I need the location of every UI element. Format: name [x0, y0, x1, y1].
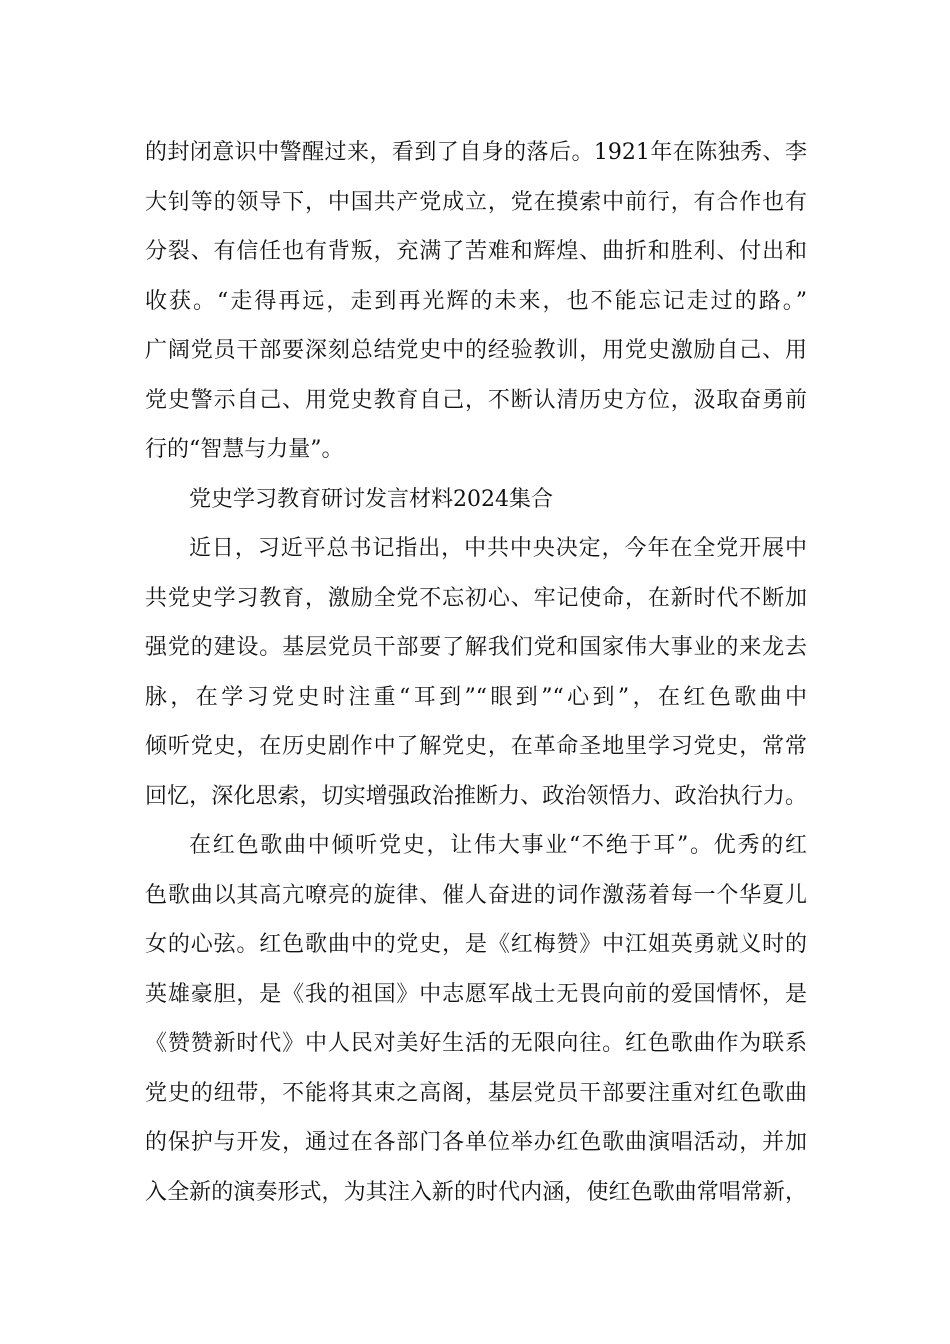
- text-line: 的封闭意识中警醒过来，看到了自身的落后。1921年在陈独秀、李: [145, 140, 807, 165]
- section-heading: 党史学习教育研讨发言材料2024集合: [189, 486, 553, 512]
- text-line: 《赞赞新时代》中人民对美好生活的无限向往。红色歌曲作为联系: [145, 1031, 807, 1056]
- document-body: [145, 128, 807, 1217]
- text-line: 强党的建设。基层党员干部要了解我们党和国家伟大事业的来龙去: [145, 635, 807, 660]
- text-line: 入全新的演奏形式，为其注入新的时代内涵，使红色歌曲常唱常新，: [145, 1179, 807, 1205]
- text-line: 的保护与开发，通过在各部门各单位举办红色歌曲演唱活动，并加: [145, 1130, 807, 1155]
- text-line: 分裂、有信任也有背叛，充满了苦难和辉煌、曲折和胜利、付出和: [145, 239, 807, 264]
- text-line: 收获。“走得再远，走到再光辉的未来，也不能忘记走过的路。”: [145, 288, 807, 314]
- text-line: 英雄豪胆，是《我的祖国》中志愿军战士无畏向前的爱国情怀，是: [145, 981, 807, 1007]
- text-line: 色歌曲以其高亢嘹亮的旋律、催人奋进的词作激荡着每一个华夏儿: [145, 882, 807, 908]
- text-line: 倾听党史，在历史剧作中了解党史，在革命圣地里学习党史，常常: [145, 734, 807, 759]
- text-line: 共党史学习教育，激励全党不忘初心、牢记使命，在新时代不断加: [145, 585, 807, 611]
- text-line: 大钊等的领导下，中国共产党成立，党在摸索中前行，有合作也有: [145, 189, 807, 215]
- text-line: 党史警示自己、用党史教育自己，不断认清历史方位，汲取奋勇前: [145, 387, 807, 413]
- text-line: 广阔党员干部要深刻总结党史中的经验教训，用党史激励自己、用: [145, 338, 807, 363]
- text-line: 行的“智慧与力量”。: [145, 437, 344, 462]
- text-line: 脉，在学习党史时注重“耳到”“眼到”“心到”，在红色歌曲中: [145, 684, 807, 710]
- text-line: 在红色歌曲中倾听党史，让伟大事业“不绝于耳”。优秀的红: [189, 833, 807, 858]
- text-line: 党史的纽带，不能将其束之高阁，基层党员干部要注重对红色歌曲: [145, 1080, 807, 1106]
- text-line: 女的心弦。红色歌曲中的党史，是《红梅赞》中江姐英勇就义时的: [145, 932, 807, 957]
- text-line: 近日，习近平总书记指出，中共中央决定，今年在全党开展中: [189, 536, 807, 561]
- text-line: 回忆，深化思索，切实增强政治推断力、政治领悟力、政治执行力。: [145, 783, 807, 809]
